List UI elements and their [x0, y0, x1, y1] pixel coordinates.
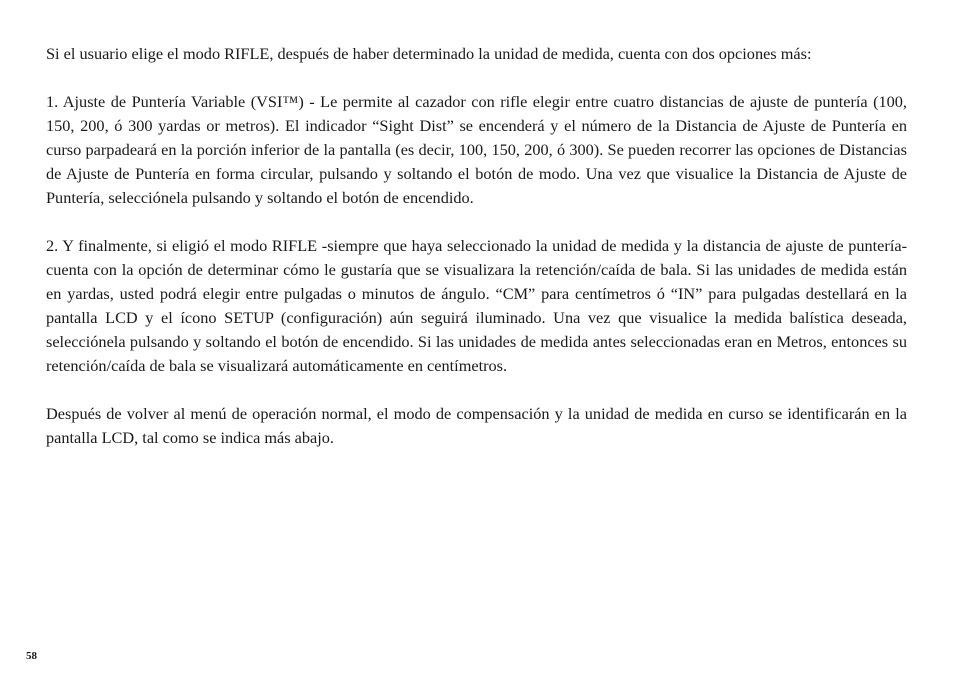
intro-paragraph: Si el usuario elige el modo RIFLE, después de haber determinado la unidad de medida, cuenta con dos opciones más: [46, 44, 812, 63]
page-body [46, 42, 907, 474]
page-number: 58 [26, 650, 37, 662]
closing-paragraph: Después de volver al menú de operación normal, el modo de compensación y la unidad de medida en curso se identificarán en la pantalla LCD, tal como se indica más abajo. [46, 404, 907, 447]
ballistic-paragraph: 2. Y finalmente, si eligió el modo RIFLE -siempre que haya seleccionado la unidad de medida y la distancia de ajuste de puntería- cuenta con la opción de determinar cómo le gustaría que se visualizara la retención/caída de bala. Si las unidades de medida están en yardas, usted podrá elegir entre pulgadas o minutos de ángulo. “CM” para centímetros ó “IN” para pulgadas destellará en la pantalla LCD y el ícono SETUP (configuración) aún seguirá iluminado. Una vez que visualice la medida balística deseada, selecciónela pulsando y soltando el botón de encendido. Si las unidades de medida antes seleccionadas eran en Metros, entonces su retención/caída de bala se visualizará automáticamente en centímetros. [46, 236, 907, 375]
vsi-paragraph: 1. Ajuste de Puntería Variable (VSI™) - Le permite al cazador con rifle elegir entre cuatro distancias de ajuste de puntería (100, 150, 200, ó 300 yardas or metros). El indicador “Sight Dist” se encenderá y el número de la Distancia de Ajuste de Puntería en curso parpadeará en la porción inferior de la pantalla (es decir, 100, 150, 200, ó 300). Se pueden recorrer las opciones de Distancias de Ajuste de Puntería en forma circular, pulsando y soltando el botón de modo. Una vez que visualice la Distancia de Ajuste de Puntería, selecciónela pulsando y soltando el botón de encendido. [46, 92, 907, 207]
